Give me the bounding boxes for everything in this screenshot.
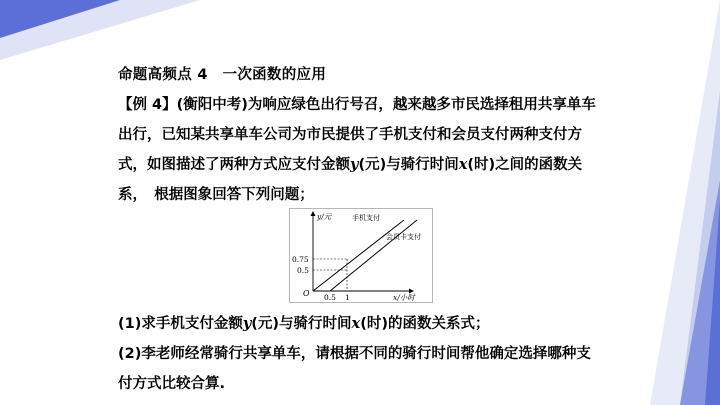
question-1-b: (元)与骑行时间 [251,316,352,332]
x-tick-1: 1 [345,293,350,302]
question-2-line-2: 付方式比较合算. [118,376,226,392]
var-x: x [458,156,468,173]
question-1 [118,312,489,333]
q1-var-y: y [242,315,252,332]
corner-decoration-top-left [0,0,200,60]
x-tick-05: 0.5 [324,293,336,302]
example-line-3-c: (时)之间的函数关 [467,157,583,173]
example-line-3 [118,150,618,180]
y-tick-075: 0.75 [292,255,309,264]
y-axis-label: y/元 [317,212,332,221]
corner-decoration-bottom-right [610,0,720,405]
function-graph [289,208,433,303]
origin-label: O [303,289,310,298]
section-heading: 命题高频点 4 一次函数的应用 [118,67,327,83]
question-2-line-1: (2)李老师经常骑行共享单车，请根据不同的骑行时间帮他确定选择哪种支 [118,346,591,362]
phone-pay-label: 手机支付 [352,214,380,222]
question-1-a: (1)求手机支付金额 [118,316,243,332]
example-line-4: 系， 根据图象回答下列问题； [118,187,314,203]
example-tag: 【例 4】 [118,97,177,113]
example-line-3-b: (元)与骑行时间 [358,157,459,173]
var-y: y [350,156,359,173]
example-line-3-a: 式，如图描述了两种方式应支付金额 [118,157,350,173]
question-1-c: (时)的函数关系式； [360,316,490,332]
example-source: (衡阳中考) [176,97,248,113]
x-axis-label: x/小时 [393,293,415,302]
y-tick-05: 0.5 [297,266,309,275]
q1-var-x: x [351,315,361,332]
example-paragraph [118,90,618,210]
example-line-2: 出行，已知某共享单车公司为市民提供了手机支付和会员支付两种支付方 [118,127,582,143]
example-line-1-text: 为响应绿色出行号召，越来越多市民选择租用共享单车 [247,97,596,113]
example-line-1 [118,90,618,120]
member-card-label: 会员卡支付 [386,233,421,241]
